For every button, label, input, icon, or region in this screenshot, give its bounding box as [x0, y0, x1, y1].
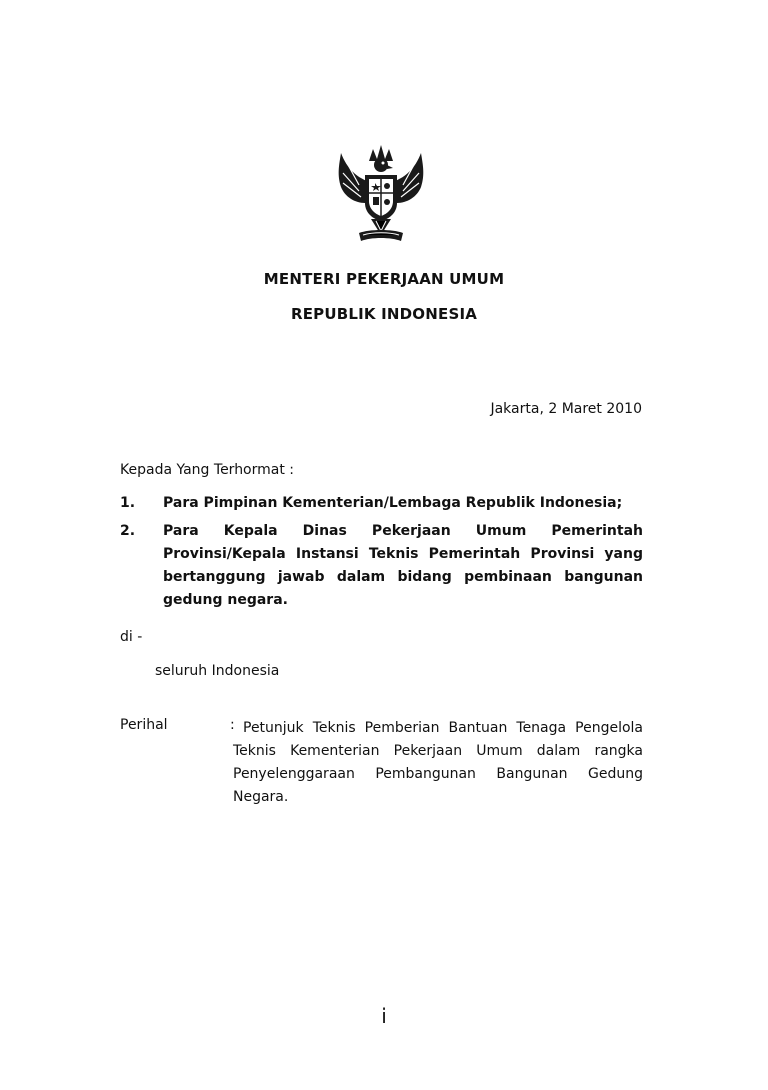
addressee-item — [120, 520, 643, 612]
page-number: i — [381, 1004, 387, 1028]
location: seluruh Indonesia — [155, 663, 280, 679]
garuda-emblem-icon — [329, 141, 433, 245]
addressee-text: Para Kepala Dinas Pekerjaan Umum Pemerintah Provinsi/Kepala Instansi Teknis Pemerintah Provinsi yang bertanggung jawab dalam bidang pembinaan bangunan gedung negara. — [163, 523, 643, 608]
perihal-label: Perihal — [120, 717, 168, 733]
ministry-title: MENTERI PEKERJAAN UMUM — [263, 270, 505, 288]
addressee-number: 1. — [120, 495, 136, 511]
republic-title: REPUBLIK INDONESIA — [290, 305, 478, 323]
di-label: di - — [120, 629, 143, 645]
perihal-text: Petunjuk Teknis Pemberian Bantuan Tenaga Pengelola Teknis Kementerian Pekerjaan Umum dalam rangka Penyelenggaraan Pembangunan Bangunan Gedung Negara. — [233, 720, 643, 805]
letter-date: Jakarta, 2 Maret 2010 — [490, 401, 642, 417]
salutation: Kepada Yang Terhormat : — [120, 462, 295, 478]
addressee-text: Para Pimpinan Kementerian/Lembaga Republik Indonesia; — [163, 495, 623, 511]
perihal-colon: : — [230, 717, 235, 733]
addressee-number: 2. — [120, 523, 136, 539]
addressee-item — [120, 492, 643, 515]
